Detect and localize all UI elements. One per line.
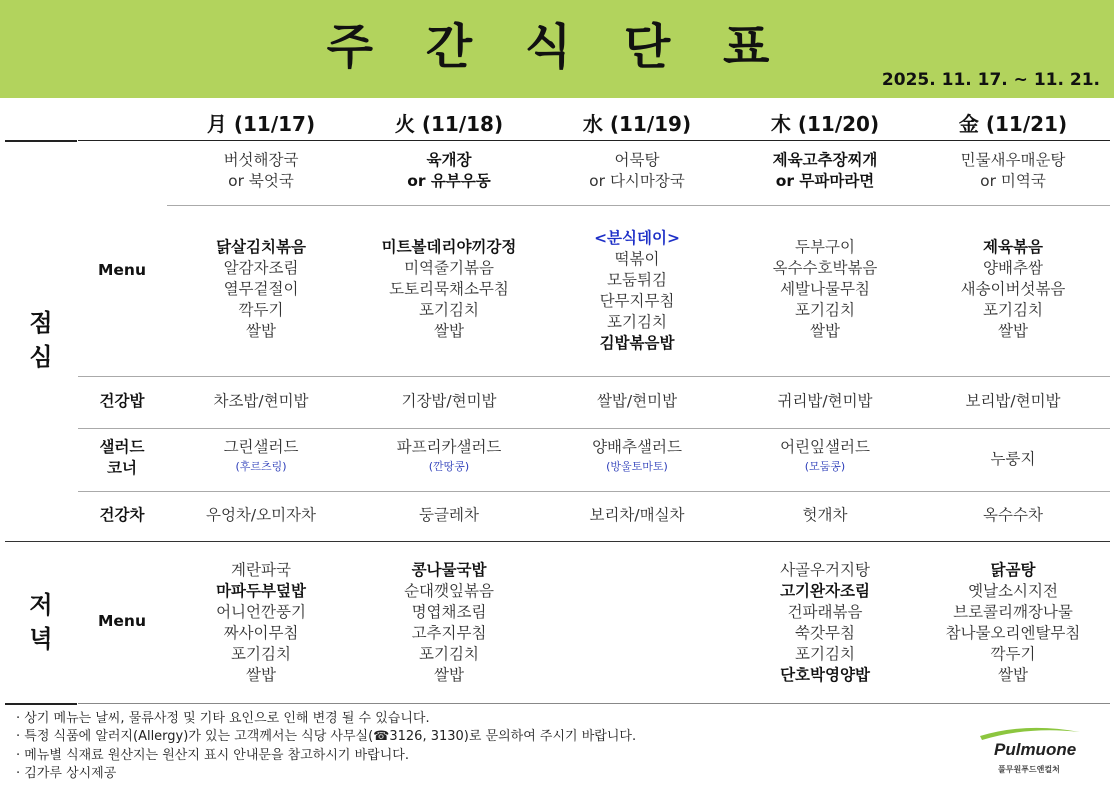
dinner-label (2, 588, 80, 656)
row-divider (167, 205, 1110, 206)
menu-item: <분식데이> (594, 229, 680, 247)
menu-item: 쌀밥 (434, 666, 464, 684)
menu-item: 명엽채조림 (411, 603, 487, 621)
soup-item: or 다시마장국 (589, 172, 685, 190)
lunch-menu-cell (167, 237, 355, 342)
day-header: 水 (11/19) (582, 112, 692, 136)
menu-item: 포기김치 (795, 301, 855, 319)
menu-item: 고추지무침 (411, 624, 487, 642)
salad-topping: (깐땅콩) (428, 460, 470, 473)
tea-cell: 보리차/매실차 (589, 506, 685, 524)
footer-note: · 김가루 상시제공 (16, 765, 117, 781)
menu-item: 단호박영양밥 (780, 666, 870, 684)
dinner-menu-cell (919, 560, 1107, 686)
soup-item: or 북엇국 (228, 172, 294, 190)
header-rule-left (5, 140, 77, 142)
menu-item: 포기김치 (983, 301, 1043, 319)
dinner-menu-cell (355, 560, 543, 686)
salad-topping: (모둠콩) (804, 460, 846, 473)
footer-rule-left (5, 703, 77, 705)
tea-cell: 헛개차 (802, 506, 848, 524)
salad-cell: 누룽지 (990, 450, 1036, 468)
menu-item: 순대깻잎볶음 (404, 582, 494, 600)
rice-cell: 차조밥/현미밥 (213, 392, 309, 410)
dinner-char: 저 (29, 591, 53, 619)
salad-name: 양배추샐러드 (592, 438, 682, 456)
menu-item: 쑥갓무침 (795, 624, 855, 642)
salad-name: 파프리카샐러드 (396, 438, 502, 456)
soup-item: 제육고추장찌개 (772, 151, 878, 169)
salad-label-line: 샐러드 (99, 438, 145, 456)
menu-item: 깍두기 (238, 301, 284, 319)
rice-cell: 쌀밥/현미밥 (596, 392, 678, 410)
footer-note: · 메뉴별 식재료 원산지는 원산지 표시 안내문을 참고하시기 바랍니다. (16, 747, 409, 763)
salad-cell (731, 437, 919, 476)
menu-item: 깍두기 (990, 645, 1036, 663)
tea-cell: 둥글레차 (419, 506, 479, 524)
lunch-char: 점 (29, 309, 53, 337)
soup-item: or 무파마라면 (775, 172, 875, 190)
menu-item: 쌀밥 (998, 322, 1028, 340)
lunch-char: 심 (29, 343, 53, 371)
footer-notes (16, 710, 636, 783)
row-divider (78, 491, 1110, 492)
menu-item: 양배추쌈 (983, 259, 1043, 277)
pulmuone-logo (968, 722, 1088, 778)
menu-item: 포기김치 (607, 313, 667, 331)
menu-item: 쌀밥 (998, 666, 1028, 684)
row-label-menu-dinner: Menu (97, 612, 146, 630)
salad-cell (167, 437, 355, 476)
meal-divider (5, 541, 1110, 542)
footer-note: · 상기 메뉴는 날씨, 물류사정 및 기타 요인으로 인해 변경 될 수 있습니다. (16, 711, 430, 726)
row-divider (78, 428, 1110, 429)
salad-name: 어린잎샐러드 (780, 438, 870, 456)
lunch-menu-cell (731, 237, 919, 342)
menu-item: 닭살김치볶음 (216, 238, 306, 256)
page-title: 주 간 식 단 표 (326, 19, 788, 75)
soup-cell (919, 150, 1107, 192)
row-label-tea: 건강차 (99, 506, 145, 524)
menu-item: 미트볼데리야끼강정 (381, 238, 517, 256)
salad-label-line: 코너 (107, 459, 137, 477)
header-rule (78, 140, 1110, 141)
rice-cell: 귀리밥/현미밥 (777, 392, 873, 410)
menu-item: 고기완자조림 (780, 582, 870, 600)
menu-item: 건파래볶음 (787, 603, 863, 621)
menu-item: 쌀밥 (434, 322, 464, 340)
row-label-menu: Menu (97, 261, 146, 279)
soup-cell (167, 150, 355, 192)
menu-item: 짜사이무침 (223, 624, 299, 642)
lunch-menu-cell (355, 237, 543, 342)
tea-cell: 옥수수차 (983, 506, 1043, 524)
salad-cell (355, 437, 543, 476)
lunch-menu-cell (919, 237, 1107, 342)
day-header: 火 (11/18) (394, 112, 504, 136)
row-divider (78, 376, 1110, 377)
menu-item: 닭곰탕 (990, 561, 1036, 579)
soup-item: 버섯해장국 (223, 151, 299, 169)
menu-item: 미역줄기볶음 (404, 259, 494, 277)
menu-item: 포기김치 (231, 645, 291, 663)
menu-item: 옛날소시지전 (968, 582, 1058, 600)
salad-cell (543, 437, 731, 476)
soup-item: 어묵탕 (614, 151, 660, 169)
menu-item: 도토리묵채소무침 (389, 280, 509, 298)
lunch-label (2, 306, 80, 374)
salad-topping: (방울토마토) (606, 460, 668, 473)
menu-item: 모둠튀김 (607, 271, 667, 289)
menu-item: 쌀밥 (810, 322, 840, 340)
menu-item: 포기김치 (419, 301, 479, 319)
salad-topping: (후르츠링) (235, 460, 287, 473)
menu-item: 마파두부덮밥 (216, 582, 306, 600)
menu-item: 열무겉절이 (223, 280, 299, 298)
menu-item: 두부구이 (795, 238, 855, 256)
menu-item: 쌀밥 (246, 322, 276, 340)
soup-item: 육개장 (426, 151, 472, 169)
menu-item: 쌀밥 (246, 666, 276, 684)
dinner-menu-cell (167, 560, 355, 686)
menu-item: 떡볶이 (614, 250, 660, 268)
soup-item: or 미역국 (980, 172, 1046, 190)
footer-rule (78, 703, 1110, 704)
rice-cell: 기장밥/현미밥 (401, 392, 497, 410)
menu-item: 제육볶음 (983, 238, 1043, 256)
tea-cell: 우엉차/오미자차 (205, 506, 317, 524)
logo-subtitle: 풀무원푸드앤컬처 (998, 765, 1060, 774)
soup-item: or 유부우동 (407, 172, 491, 190)
date-range: 2025. 11. 17. ~ 11. 21. (881, 70, 1100, 90)
row-label-salad (78, 437, 166, 479)
rice-cell: 보리밥/현미밥 (965, 392, 1061, 410)
menu-item: 콩나물국밥 (411, 561, 487, 579)
day-header: 月 (11/17) (206, 112, 316, 136)
dinner-char: 녁 (29, 625, 53, 653)
menu-item: 어니언깐풍기 (216, 603, 306, 621)
day-header: 木 (11/20) (770, 112, 880, 136)
dinner-menu-cell (731, 560, 919, 686)
soup-cell (731, 150, 919, 192)
row-label-rice: 건강밥 (99, 392, 145, 410)
menu-item: 새송이버섯볶음 (960, 280, 1066, 298)
soup-cell (543, 150, 731, 192)
menu-item: 계란파국 (231, 561, 291, 579)
footer-note: · 특정 식품에 알러지(Allergy)가 있는 고객께서는 식당 사무실(☎3126, 3130)로 문의하여 주시기 바랍니다. (16, 729, 637, 745)
menu-item: 알감자조림 (223, 259, 299, 277)
menu-item: 포기김치 (419, 645, 479, 663)
menu-item: 참나물오리엔탈무침 (945, 624, 1081, 642)
menu-item: 단무지무침 (599, 292, 675, 310)
menu-item: 세발나물무침 (780, 280, 870, 298)
menu-item: 옥수수호박볶음 (772, 259, 878, 277)
logo-text: Pulmuone (994, 740, 1077, 759)
soup-item: 민물새우매운탕 (960, 151, 1066, 169)
menu-item: 포기김치 (795, 645, 855, 663)
salad-name: 그린샐러드 (223, 438, 299, 456)
menu-item: 사골우거지탕 (780, 561, 870, 579)
soup-cell (355, 150, 543, 192)
lunch-menu-cell (543, 228, 731, 354)
menu-item: 김밥볶음밥 (599, 334, 675, 352)
menu-item: 브로콜리깨장나물 (953, 603, 1073, 621)
day-header: 金 (11/21) (958, 112, 1068, 136)
